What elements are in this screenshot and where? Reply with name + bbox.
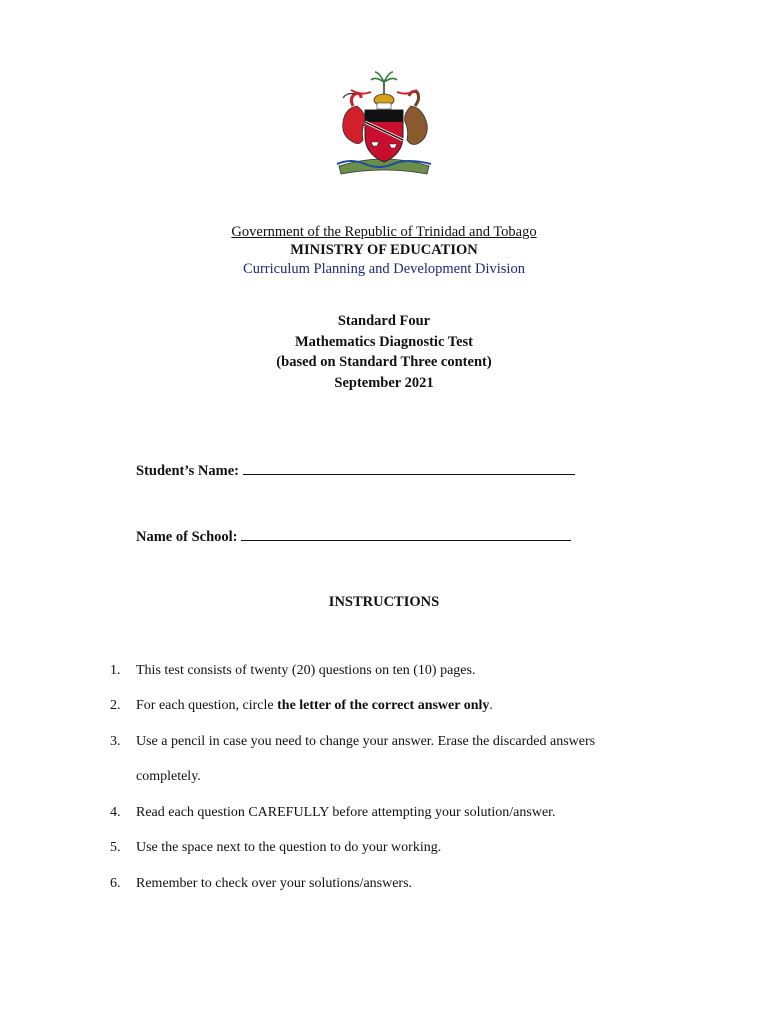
test-level: Standard Four xyxy=(337,313,431,329)
document-page: Government of the Republic of Trinidad and Tobago MINISTRY OF EDUCATION Curriculum Planning and Development Division Standard Four Mathematics Diagnostic Test (based on Standard Three content) September 2021 Student’s Name: Name of School: INSTRUCTIONS 1. This test consists of twenty (20) questions on ten (10) pages. 2. For each question, circle the letter of the correct answer only. 3. Use a pencil in case you need to change your answer. Erase the discarded answers completely. 4. Read each question CAREFULLY before attempting your solution/answer. 5. Use the space next to the question to do your working. 6. Remember to check over your solutions/answers. xyxy=(0,0,768,1024)
coat-of-arms-icon xyxy=(331,70,437,178)
test-name: Mathematics Diagnostic Test xyxy=(294,333,473,350)
ministry-title: MINISTRY OF EDUCATION xyxy=(290,242,478,258)
division-title: Curriculum Planning and Development Division xyxy=(243,261,525,277)
test-date: September 2021 xyxy=(334,374,434,391)
student-name-blank[interactable] xyxy=(243,461,575,475)
student-name-label: Student’s Name: xyxy=(136,463,239,479)
school-name-blank[interactable] xyxy=(241,527,571,541)
school-name-label: Name of School: xyxy=(136,529,238,545)
school-name-field xyxy=(136,527,571,546)
test-title-block xyxy=(0,311,768,393)
student-name-field xyxy=(136,461,575,480)
government-title: Government of the Republic of Trinidad and Tobago xyxy=(231,224,537,240)
test-basis: (based on Standard Three content) xyxy=(276,354,492,370)
instructions-heading: INSTRUCTIONS xyxy=(328,594,440,610)
